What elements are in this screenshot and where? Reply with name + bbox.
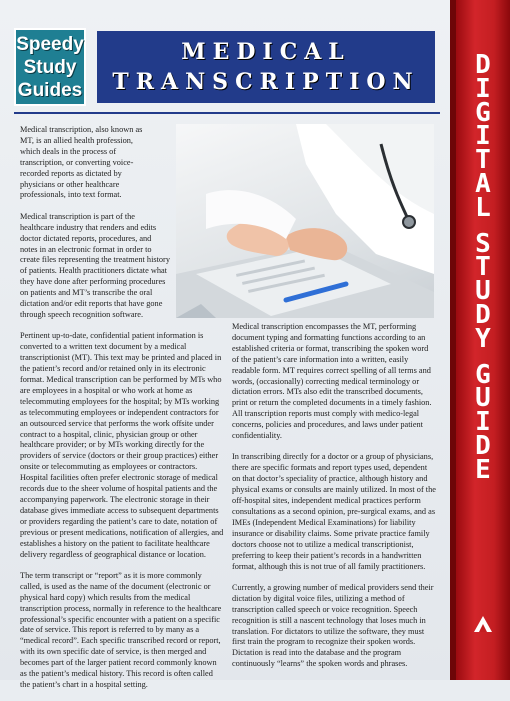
paragraph: Medical transcription, also known as MT, is an allied health profession, which deals in the process of transcription, or converting voice-recorded reports as dictated by physicians or other healthcare professionals, into text format.	[20, 125, 143, 200]
ribbon-letter: D	[475, 50, 491, 80]
ribbon-letter: U	[475, 276, 491, 307]
ribbon-letter: G	[475, 359, 491, 390]
ribbon-letter: I	[475, 73, 491, 104]
ribbon-letter: S	[475, 228, 491, 259]
ribbon-letter: T	[475, 145, 491, 176]
ribbon-letter: Y	[475, 323, 491, 354]
paragraph: In transcribing directly for a doctor or a group of physicians, there are specific formats and report types used, dependent on that doctor’s speciality of practice, although history and physical exams or consults are mainly utilized. In most of the off-hospital sites, independent medical practices perform consultations as a second opinion, pre-surgical exams, and as IMEs (Independent Medical Examinations) for liability insurance or disability claims. Some private practice family doctors choose not to utilize a medical transcriptionist, preferring to keep their patient’s records in a handwritten format, although this is not true of all family practitioners.	[232, 452, 436, 571]
ribbon-letter: I	[475, 407, 491, 438]
ribbon-letter: G	[475, 97, 491, 128]
ribbon-letter: A	[475, 168, 491, 199]
ribbon-letter: D	[475, 299, 491, 330]
paragraph: Medical transcription is part of the healthcare industry that renders and edits doctor dictated reports, procedures, and notes in an electronic format in order to create files representing the treatment history of patients. Health practitioners dictate what they have done after performing procedures on patients and MT’s transcribe the oral dictation and/or edit reports that have gone through speech recognition software.	[20, 211, 170, 319]
right-text-column	[232, 322, 436, 681]
paragraph: Currently, a growing number of medical providers send their dictation by digital voice files, utilizing a method of transcription called speech or voice recognition. Speech recognition is still a nascent technology that loses much in translation. For dictators to utilize the software, they must first train the program to recognize their spoken words. Dictation is read into the database and the program continuously “learns” the spoken words and phrases.	[232, 582, 434, 669]
title-banner	[97, 31, 435, 103]
left-text-column	[20, 125, 225, 701]
ribbon-letter: I	[475, 121, 491, 152]
title-line-2: TRANSCRIPTION	[112, 69, 420, 95]
ribbon-letter: E	[475, 454, 491, 485]
brand-line-1: Speedy	[16, 33, 84, 55]
brand-line-3: Guides	[17, 79, 83, 101]
ribbon-letter: T	[475, 252, 491, 283]
ribbon-text	[456, 50, 510, 485]
paragraph: Medical transcription encompasses the MT, performing document typing and formatting functions according to an established criteria or format, transcribing the spoken word of the patient’s care information into a written, easily readable form. MT requires correct spelling of all terms and words, (occasionally) correcting medical terminology or dictation errors. MTs also edit the transcribed documents, print or return the completed documents in a timely fashion. All transcription reports must comply with medico-legal concerns, policies and procedures, and laws under patient confidentiality.	[232, 322, 432, 441]
ribbon-letter: L	[475, 192, 491, 223]
header-divider	[14, 112, 440, 114]
paragraph: Pertinent up-to-date, confidential patient information is converted to a written text document by a medical transcriptionist (MT). This text may be printed and placed in the patient’s record and/or retained only in its electronic format. Medical transcription can be performed by MTs who are employees in a hospital or who work at home as telecommuting employees for the hospital; by MTs working as telecommuting employees or independent contractors for an outsourced service that performs the work offsite under contract to a hospital, clinic, physician group or other healthcare provider; or by MTs working directly for the providers of service (doctors or their group practices) either onsite or telecommuting as employees or contractors. Hospital facilities often prefer electronic storage of medical records due to the sheer volume of hospital patients and the accompanying paperwork. The electronic storage in their database gives immediate access to subsequent departments or providers regarding the patient’s care to date, notation of previous or present medications, notification of allergies, and establishes a history on the patient to facilitate healthcare delivery regardless of geographical distance or location.	[20, 331, 224, 559]
digital-study-guide-ribbon	[456, 0, 510, 680]
title-line-1: MEDICAL	[181, 39, 351, 65]
ribbon-letter: D	[475, 430, 491, 461]
speedy-study-guides-logo	[14, 28, 86, 106]
publisher-logo-icon	[471, 612, 495, 636]
brand-line-2: Study	[23, 56, 77, 78]
ribbon-letter: U	[475, 383, 491, 414]
paragraph: The term transcript or “report” as it is more commonly called, is used as the name of the document (electronic or physical hard copy) which results from the medical transcription process, normally in reference to the healthcare professional’s specific encounter with a patient on a specific date of service. This report is referred to by many as a “medical record”. Each specific transcribed record or report, with its own specific date of service, is then merged and becomes part of the larger patient record commonly known as the patient’s medical history. This record is often called the patient’s chart in a hospital setting.	[20, 570, 222, 689]
